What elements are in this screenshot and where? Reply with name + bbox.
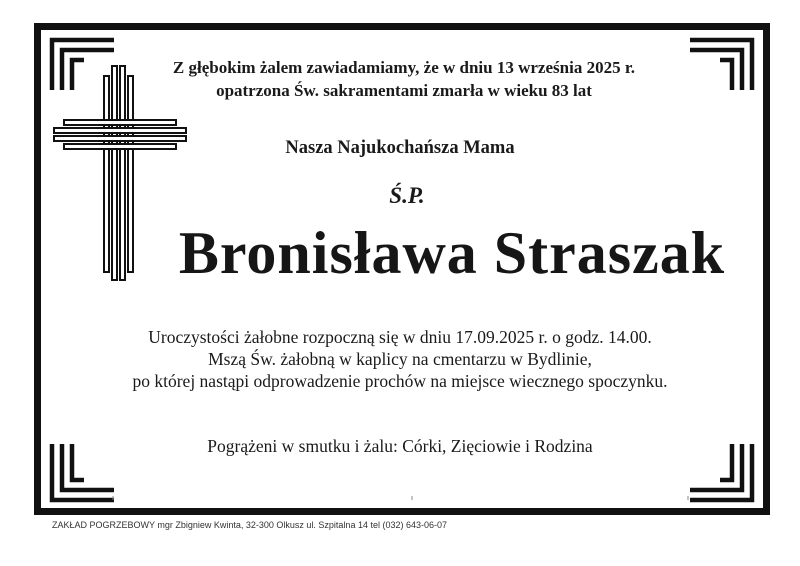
ceremony-line-2: Mszą Św. żałobną w kaplicy na cmentarzu w Bydlinie,: [208, 349, 592, 369]
ceremony-line-3: po której nastąpi odprowadzenie prochów na miejsce wiecznego spoczynku.: [132, 371, 668, 391]
funeral-home-footer: ZAKŁAD POGRZEBOWY mgr Zbigniew Kwinta, 32-300 Olkusz ul. Szpitalna 14 tel (032) 643-06-07: [52, 520, 448, 530]
mourners: Pogrążeni w smutku i żalu: Córki, Zięciowie i Rodzina: [207, 436, 593, 456]
subtitle: Nasza Najukochańsza Mama: [285, 138, 515, 158]
honorific: Ś.P.: [389, 183, 425, 208]
ceremony-line-1: Uroczystości żałobne rozpoczną się w dniu 17.09.2025 r. o godz. 14.00.: [148, 327, 652, 347]
frame-tick-marks: [113, 496, 688, 500]
ceremony-info: [0, 326, 800, 392]
deceased-name: Bronisława Straszak: [178, 220, 726, 286]
announcement: [0, 56, 800, 102]
announcement-line-2: opatrzona Św. sakramentami zmarła w wieku 83 lat: [216, 81, 592, 100]
announcement-line-1: Z głębokim żalem zawiadamiamy, że w dniu 13 września 2025 r.: [172, 58, 636, 77]
